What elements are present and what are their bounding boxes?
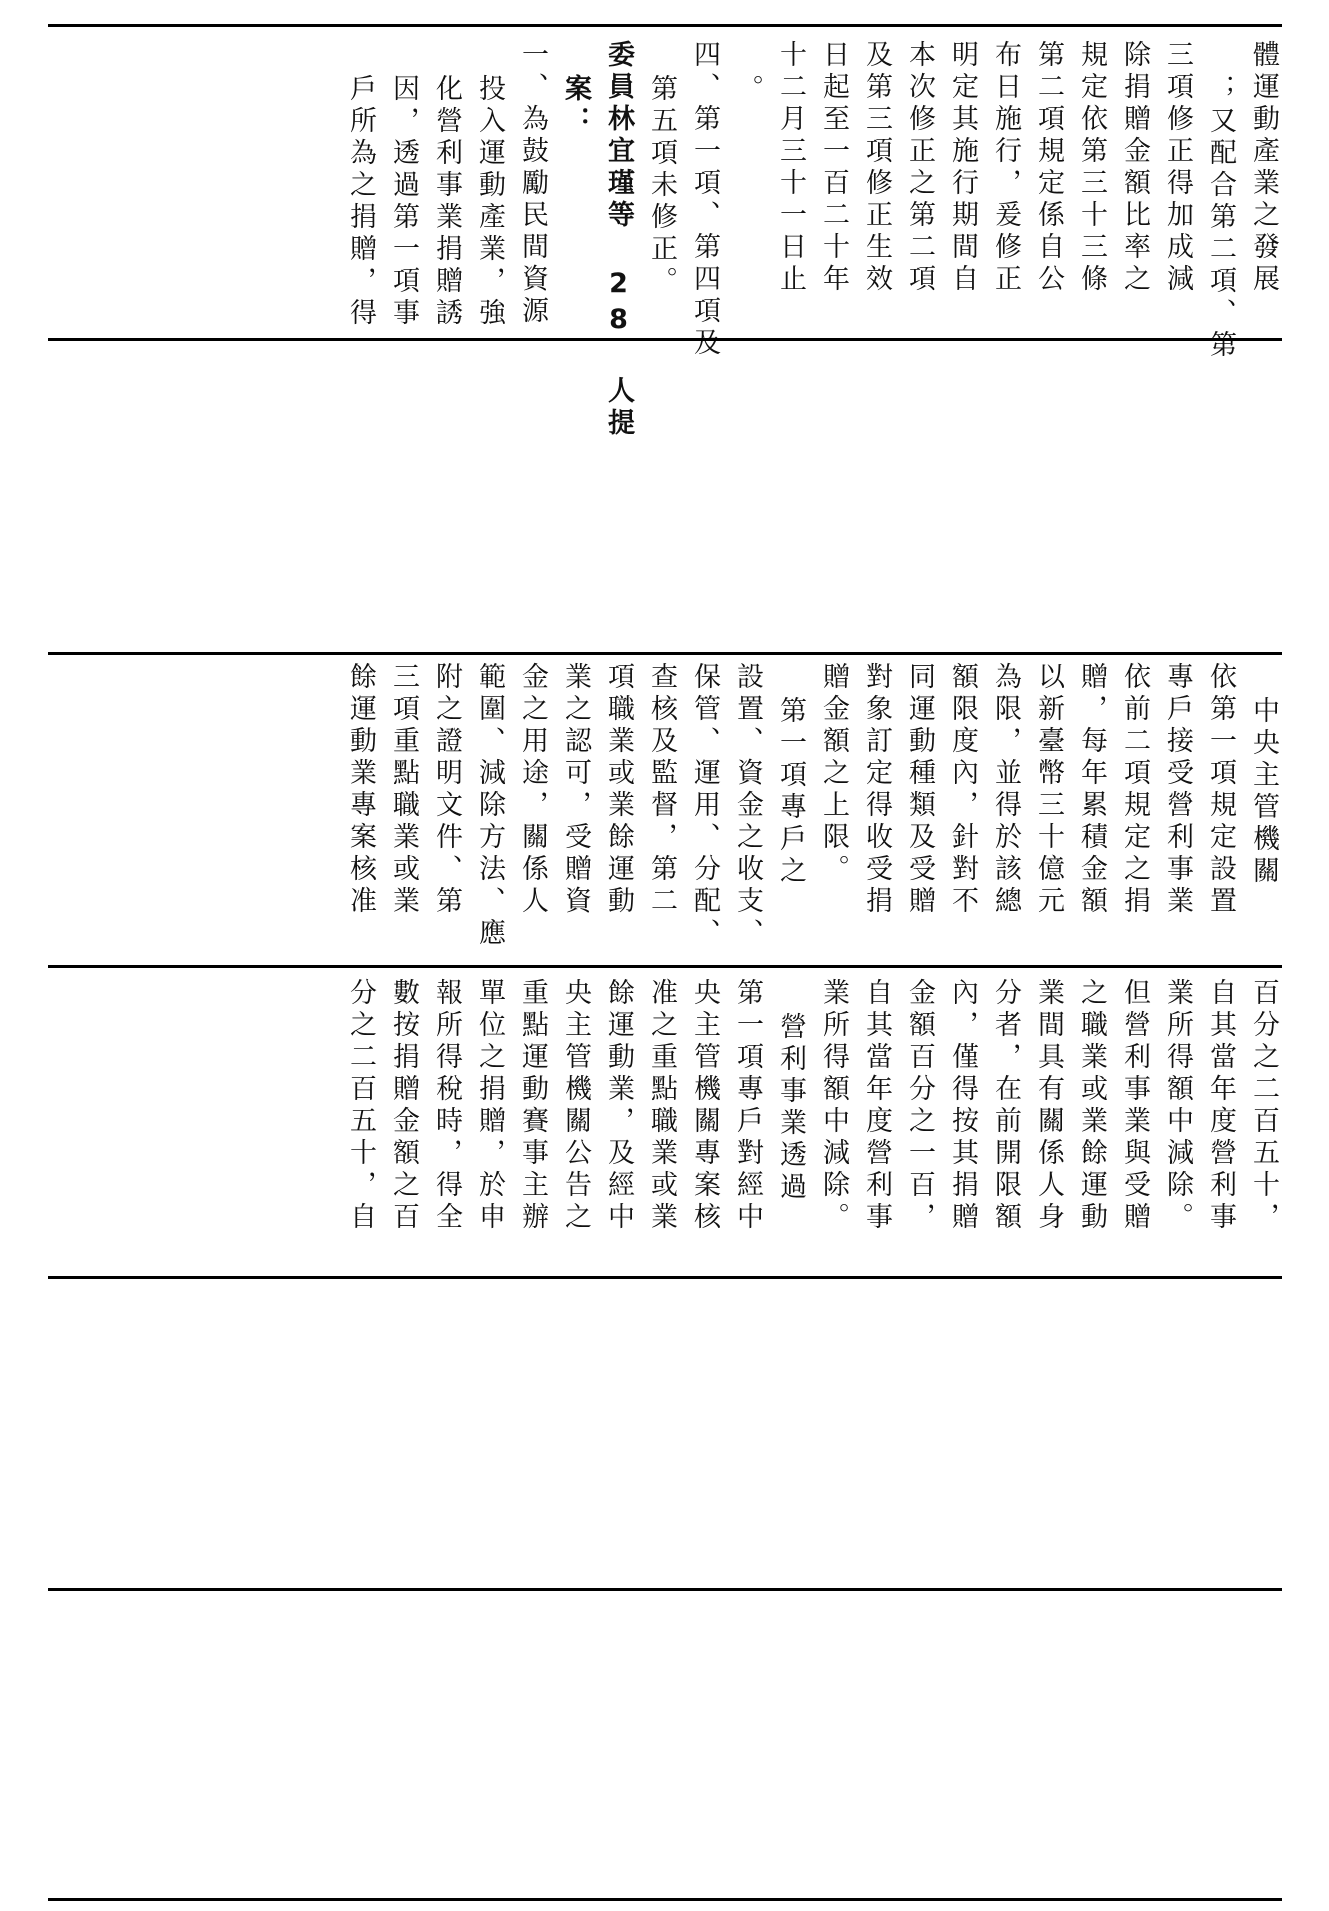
text-column: 業所得額中減除。 bbox=[1162, 978, 1193, 1234]
text-column: 重點運動賽事主辦 bbox=[517, 978, 548, 1234]
text-column: 但營利事業與受贈 bbox=[1119, 978, 1150, 1234]
text-column: 投入運動產業，強 bbox=[474, 74, 505, 330]
text-column: 之職業或業餘運動 bbox=[1076, 978, 1107, 1234]
text-column: 本次修正之第二項 bbox=[904, 40, 935, 296]
text-column: 依前二項規定之捐 bbox=[1119, 662, 1150, 918]
text-block-row1 bbox=[339, 40, 1285, 440]
text-column: 以新臺幣三十億元 bbox=[1033, 662, 1064, 918]
text-block-row2-left bbox=[339, 978, 1285, 1278]
text-column: 項職業或業餘運動 bbox=[603, 662, 634, 918]
rule-6 bbox=[48, 1588, 1282, 1591]
text-column: 案： bbox=[560, 74, 591, 138]
text-column: 百分之二百五十， bbox=[1248, 978, 1279, 1234]
text-column: ；又配合第二項、第 bbox=[1205, 74, 1236, 362]
text-column: 分之二百五十，自 bbox=[345, 978, 376, 1234]
text-column: 除捐贈金額比率之 bbox=[1119, 40, 1150, 296]
bottom-rule bbox=[48, 1898, 1282, 1901]
text-column: 。 bbox=[732, 74, 763, 106]
text-column: 專戶接受營利事業 bbox=[1162, 662, 1193, 918]
text-column: 第一項專戶之 bbox=[775, 696, 806, 888]
text-column: 體運動產業之發展 bbox=[1248, 40, 1279, 296]
text-column: 範圍、減除方法、應 bbox=[474, 662, 505, 950]
text-column: 委員林宜瑾等 28 人提 bbox=[603, 40, 634, 440]
text-column: 業間具有關係人身 bbox=[1033, 978, 1064, 1234]
text-column: 查核及監督，第二 bbox=[646, 662, 677, 918]
text-column: 單位之捐贈，於申 bbox=[474, 978, 505, 1234]
text-column: 贈金額之上限。 bbox=[818, 662, 849, 886]
text-column: 中央主管機關 bbox=[1248, 696, 1279, 888]
rule-3 bbox=[48, 652, 1282, 655]
text-column: 准之重點職業或業 bbox=[646, 978, 677, 1234]
text-column: 第二項規定係自公 bbox=[1033, 40, 1064, 296]
text-column: 業之認可，受贈資 bbox=[560, 662, 591, 918]
top-rule bbox=[48, 24, 1282, 27]
text-column: 業所得額中減除。 bbox=[818, 978, 849, 1234]
text-column: 分者，在前開限額 bbox=[990, 978, 1021, 1234]
text-column: 為限，並得於該總 bbox=[990, 662, 1021, 918]
text-column: 餘運動業，及經中 bbox=[603, 978, 634, 1234]
text-column: 保管、運用、分配、 bbox=[689, 662, 720, 950]
text-column: 因，透過第一項事 bbox=[388, 74, 419, 330]
text-column: 三項重點職業或業 bbox=[388, 662, 419, 918]
text-column: 附之證明文件、第 bbox=[431, 662, 462, 918]
text-column: 一、為鼓勵民間資源 bbox=[517, 40, 548, 328]
text-column: 央主管機關專案核 bbox=[689, 978, 720, 1234]
rule-5 bbox=[48, 1276, 1282, 1279]
text-column: 同運動種類及受贈 bbox=[904, 662, 935, 918]
text-column: 化營利事業捐贈誘 bbox=[431, 74, 462, 330]
text-column: 數按捐贈金額之百 bbox=[388, 978, 419, 1234]
text-column: 內，僅得按其捐贈 bbox=[947, 978, 978, 1234]
text-column: 及第三項修正生效 bbox=[861, 40, 892, 296]
text-column: 金額百分之一百， bbox=[904, 978, 935, 1234]
text-column: 營利事業透過 bbox=[775, 1012, 806, 1204]
rule-4 bbox=[48, 965, 1282, 968]
text-column: 額限度內，針對不 bbox=[947, 662, 978, 918]
text-column: 報所得稅時，得全 bbox=[431, 978, 462, 1234]
text-column: 規定依第三十三條 bbox=[1076, 40, 1107, 296]
text-column: 日起至一百二十年 bbox=[818, 40, 849, 296]
text-column: 央主管機關公告之 bbox=[560, 978, 591, 1234]
text-column: 四、第一項、第四項及 bbox=[689, 40, 720, 360]
text-column: 布日施行，爰修正 bbox=[990, 40, 1021, 296]
text-column: 三項修正得加成減 bbox=[1162, 40, 1193, 296]
text-block-row2-right bbox=[339, 662, 1285, 962]
text-column: 依第一項規定設置 bbox=[1205, 662, 1236, 918]
text-column: 自其當年度營利事 bbox=[1205, 978, 1236, 1234]
text-column: 對象訂定得收受捐 bbox=[861, 662, 892, 918]
text-column: 第五項未修正。 bbox=[646, 74, 677, 298]
rule-2 bbox=[48, 338, 1282, 341]
text-column: 設置、資金之收支、 bbox=[732, 662, 763, 950]
text-column: 贈，每年累積金額 bbox=[1076, 662, 1107, 918]
text-column: 十二月三十一日止 bbox=[775, 40, 806, 296]
text-column: 金之用途，關係人 bbox=[517, 662, 548, 918]
text-column: 戶所為之捐贈，得 bbox=[345, 74, 376, 330]
text-column: 餘運動業專案核准 bbox=[345, 662, 376, 918]
text-column: 明定其施行期間自 bbox=[947, 40, 978, 296]
text-column: 第一項專戶對經中 bbox=[732, 978, 763, 1234]
text-column: 自其當年度營利事 bbox=[861, 978, 892, 1234]
